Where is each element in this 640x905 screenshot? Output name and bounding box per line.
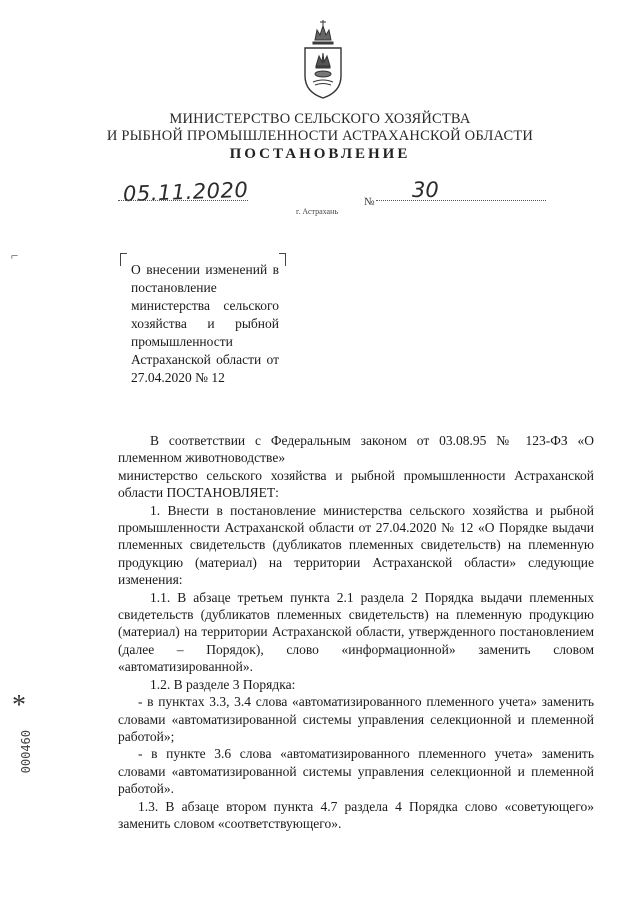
ministry-name-line1: МИНИСТЕРСТВО СЕЛЬСКОГО ХОЗЯЙСТВА — [169, 111, 471, 127]
number-label: № — [364, 196, 375, 208]
paragraph-item-1-2: 1.2. В разделе 3 Порядка: — [150, 676, 296, 692]
city-label: г. Астрахань — [296, 207, 339, 216]
ministry-name-line2: И РЫБНОЙ ПРОМЫШЛЕННОСТИ АСТРАХАНСКОЙ ОБЛАСТИ — [106, 128, 534, 144]
document-number: 30 — [412, 178, 439, 202]
margin-mark: ⌐ — [11, 248, 19, 263]
date-underline — [118, 200, 248, 201]
paragraph-preamble: В соответствии с Федеральным законом от 03.08.95 № 123-ФЗ «О племенном животноводстве» — [118, 433, 594, 466]
paragraph-item-1: 1. Внести в постановление министерства сельского хозяйства и рыбной промышленности Астраханской области от 27.04.2020 № 12 «О Порядке выдачи племенных свидетельств (дубликатов племенных свидетельств) на племенную продукцию (материал) на территории Астраханской области» следующие изменения: — [118, 502, 594, 588]
paragraph-item-1-3: 1.3. В абзаце втором пункта 4.7 раздела 4 Порядка слово «советующего» заменить словом «соответствующего». — [118, 798, 594, 831]
document-subject: О внесении изменений в постановление министерства сельского хозяйства и рыбной промышленности Астраханской области от 27.04.2020 № 12 — [131, 262, 279, 385]
document-type-title: ПОСТАНОВЛЕНИЕ — [229, 146, 411, 162]
subject-bracket-right — [279, 253, 286, 266]
paragraph-item-1-2-a: - в пунктах 3.3, 3.4 слова «автоматизированного племенного учета» заменить словами «автоматизированной системы управления селекционной и племенной работой»; — [118, 694, 594, 744]
serial-number: 000460 — [19, 730, 33, 774]
paragraph-item-1-2-b: - в пункте 3.6 слова «автоматизированного племенного учета» заменить словами «автоматизированной системы управления селекционной и племенной работой». — [118, 746, 594, 797]
paragraph-item-1-1: 1.1. В абзаце третьем пункта 2.1 раздела 2 Порядка выдачи племенных свидетельств (дубликатов племенных свидетельств) на племенную продукцию (материал) на территории Астраханской области, утвержденного постановлением (далее – Порядок), слово «информационной» заменить словом «автоматизированной». — [118, 589, 594, 675]
subject-bracket-left — [120, 253, 127, 266]
coat-of-arms-icon — [299, 18, 347, 100]
number-underline — [376, 200, 546, 201]
document-date: 05.11.2020 — [122, 177, 249, 207]
margin-star-mark: * — [12, 690, 26, 721]
paragraph-resolves: министерство сельского хозяйства и рыбной промышленности Астраханской области ПОСТАНОВЛЯЕТ: — [118, 467, 594, 501]
document-body — [118, 432, 594, 832]
